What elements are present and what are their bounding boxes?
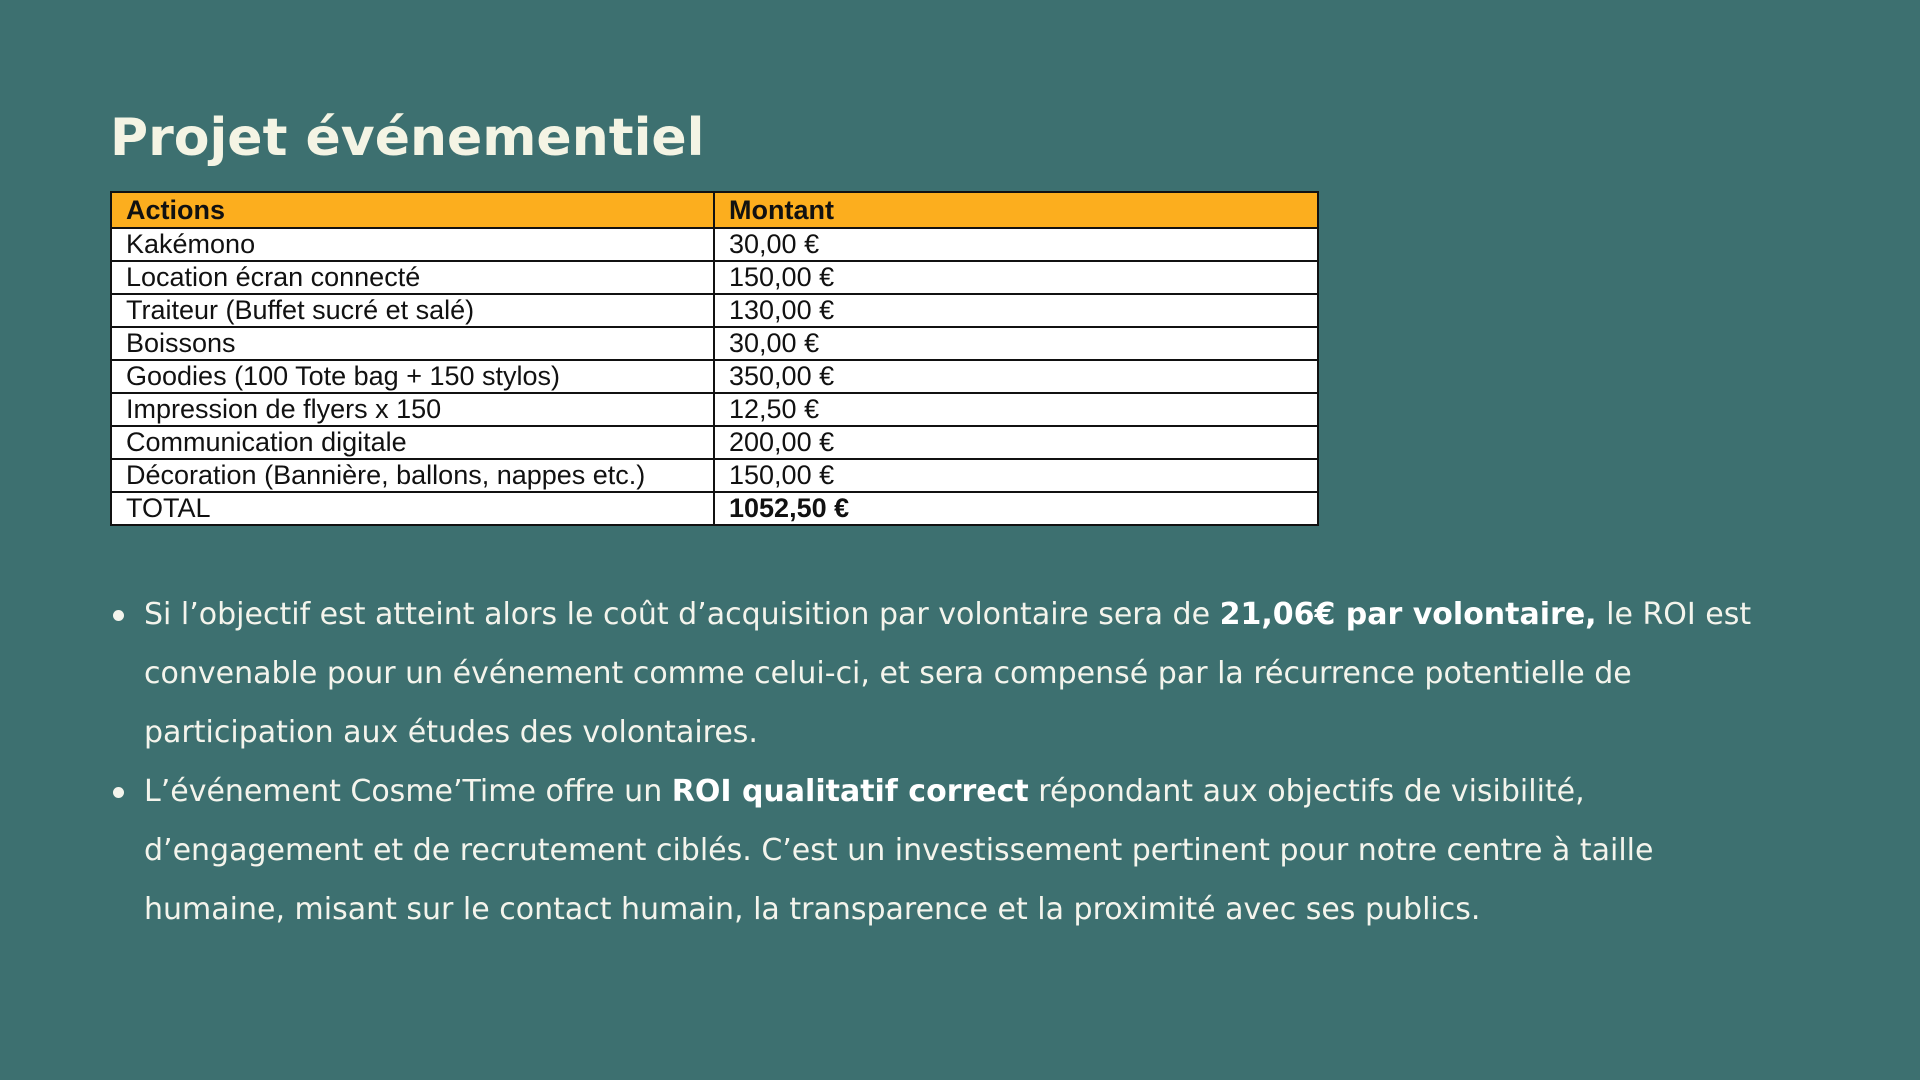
amount-cell: 30,00 € — [714, 228, 1318, 261]
action-cell: Traiteur (Buffet sucré et salé) — [111, 294, 714, 327]
amount-cell: 350,00 € — [714, 360, 1318, 393]
action-cell: Boissons — [111, 327, 714, 360]
table-row — [111, 426, 1318, 459]
action-cell: Impression de flyers x 150 — [111, 393, 714, 426]
bullet-text-start: L’événement Cosme’Time offre un — [144, 774, 672, 809]
table-row — [111, 360, 1318, 393]
bullet-dot-icon — [113, 610, 124, 621]
action-cell: Location écran connecté — [111, 261, 714, 294]
table-header-row — [111, 192, 1318, 228]
amount-cell: 130,00 € — [714, 294, 1318, 327]
budget-table — [110, 191, 1319, 526]
table-row — [111, 459, 1318, 492]
bullet-text-start: Si l’objectif est atteint alors le coût d’acquisition par volontaire sera de — [144, 597, 1220, 632]
amount-cell: 12,50 € — [714, 393, 1318, 426]
bullet-item — [110, 585, 1770, 762]
table-row — [111, 393, 1318, 426]
total-amount: 1052,50 € — [714, 492, 1318, 525]
table-row — [111, 261, 1318, 294]
action-cell: Communication digitale — [111, 426, 714, 459]
total-row — [111, 492, 1318, 525]
bullet-text-end: le ROI est convenable pour un événement comme celui-ci, et sera compensé par la récurrence potentielle de participation aux études des volontaires. — [144, 597, 1752, 750]
action-cell: Décoration (Bannière, ballons, nappes etc.) — [111, 459, 714, 492]
table-row — [111, 228, 1318, 261]
action-cell: Kakémono — [111, 228, 714, 261]
amount-cell: 150,00 € — [714, 261, 1318, 294]
table-row — [111, 327, 1318, 360]
bullet-item — [110, 762, 1770, 939]
bullet-dot-icon — [113, 787, 124, 798]
action-cell: Goodies (100 Tote bag + 150 stylos) — [111, 360, 714, 393]
column-header-amount: Montant — [714, 192, 1318, 228]
bullet-list — [110, 585, 1770, 939]
total-label: TOTAL — [111, 492, 714, 525]
amount-cell: 200,00 € — [714, 426, 1318, 459]
bullet-text-end: répondant aux objectifs de visibilité, d’engagement et de recrutement ciblés. C’est un investissement pertinent pour notre centre à taille humaine, misant sur le contact humain, la transparence et la proximité avec ses publics. — [144, 774, 1654, 927]
amount-cell: 30,00 € — [714, 327, 1318, 360]
slide-title: Projet événementiel — [110, 108, 705, 168]
amount-cell: 150,00 € — [714, 459, 1318, 492]
column-header-actions: Actions — [111, 192, 714, 228]
table-row — [111, 294, 1318, 327]
bullet-highlight: 21,06€ par volontaire, — [1219, 597, 1597, 632]
bullet-highlight: ROI qualitatif correct — [671, 774, 1029, 809]
